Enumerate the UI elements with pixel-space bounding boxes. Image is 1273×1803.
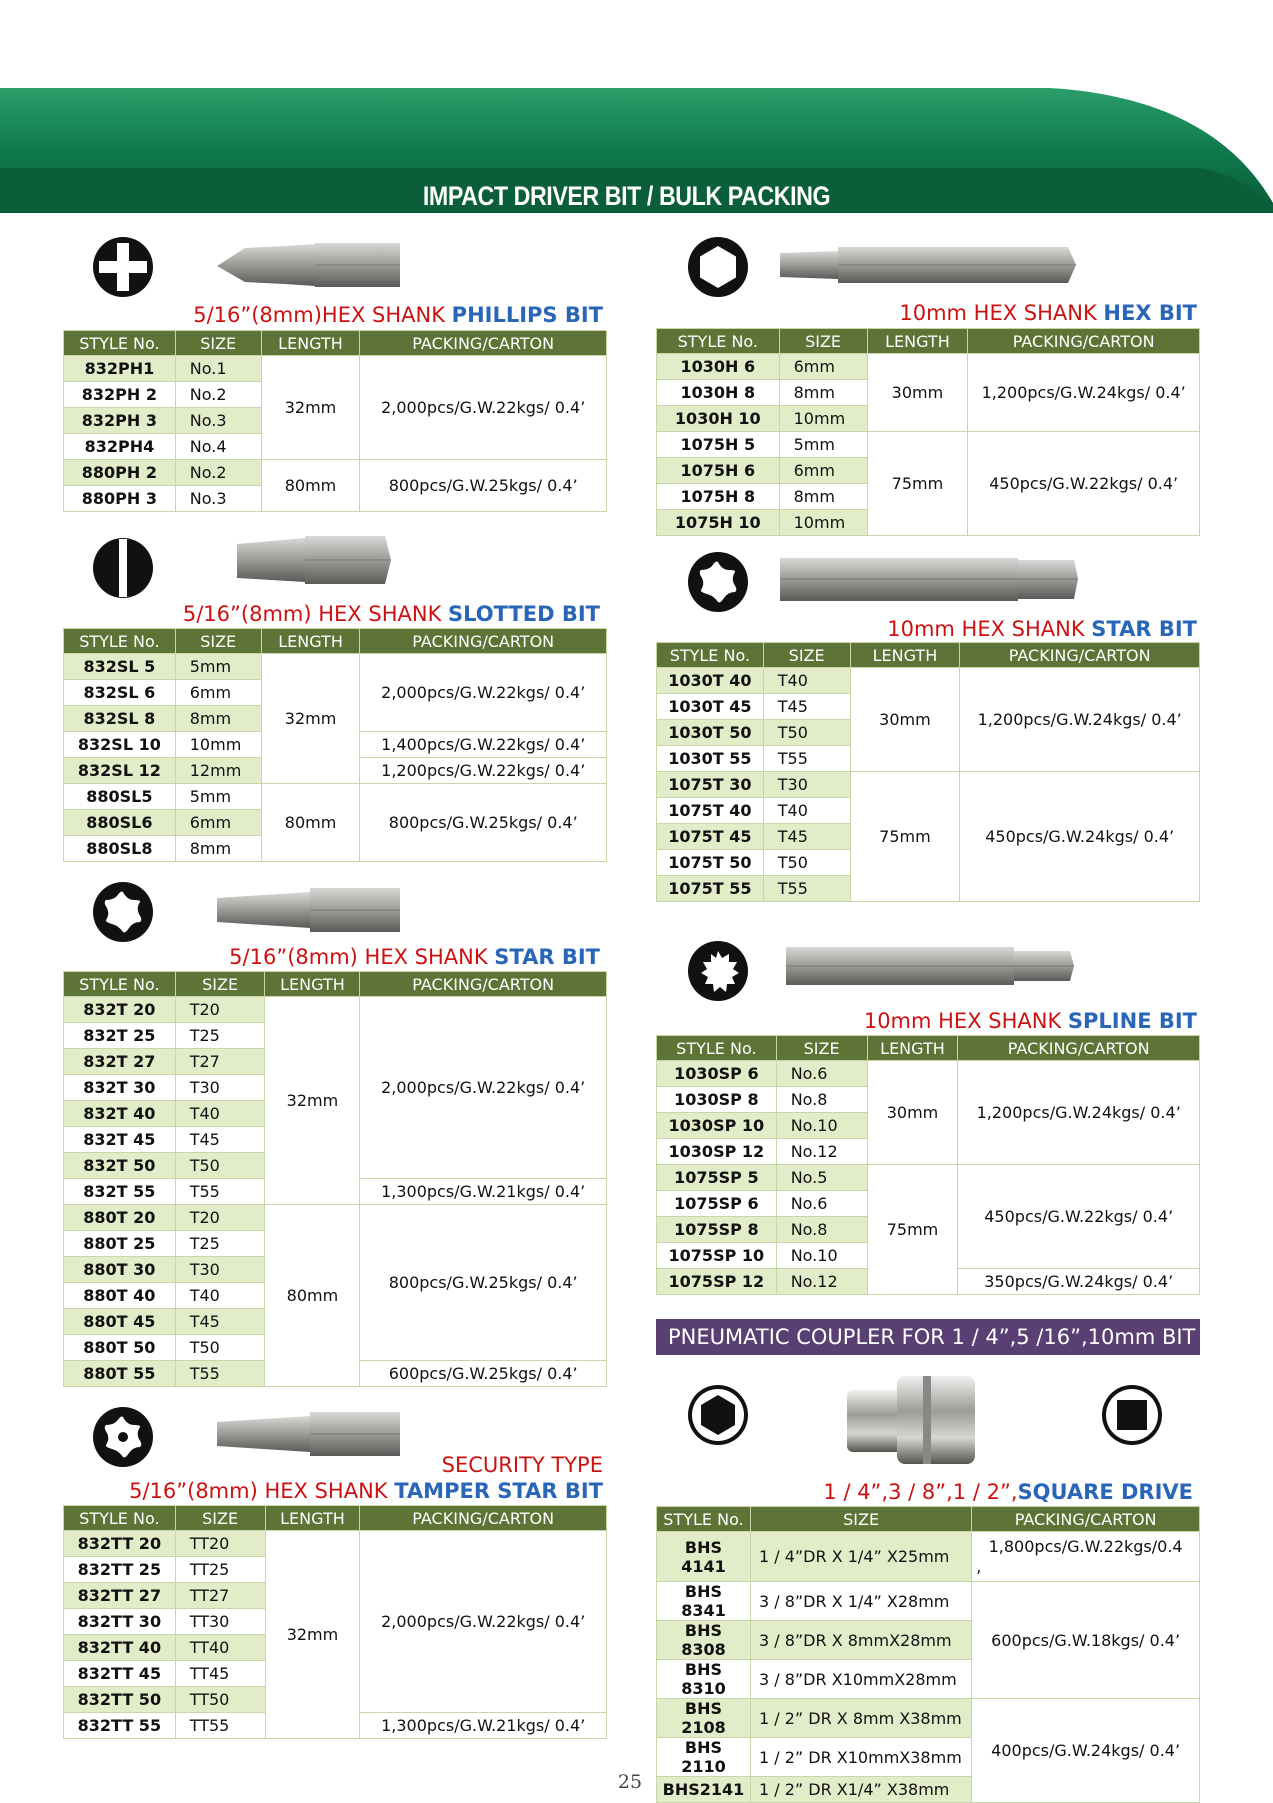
table-cell: 1030SP 8 — [657, 1087, 777, 1113]
table-cell: 832TT 50 — [64, 1687, 176, 1713]
table-cell: 832T 45 — [64, 1127, 176, 1153]
table-cell: 32mm — [261, 654, 360, 784]
table-cell: SIZE — [776, 1036, 867, 1061]
table-cell: No.10 — [776, 1243, 867, 1269]
table-cell: STYLE No. — [64, 331, 176, 356]
table-cell: 1,200pcs/G.W.22kgs/ 0.4’ — [360, 758, 607, 784]
page-title: IMPACT DRIVER BIT / BULK PACKING — [422, 181, 831, 211]
slotted-icon — [91, 536, 155, 600]
table-row — [657, 432, 1200, 458]
table-cell: 10mm — [779, 510, 867, 536]
table-cell: 880T 30 — [64, 1257, 176, 1283]
table-cell: BHS 8308 — [657, 1621, 751, 1660]
table-cell: 5mm — [175, 654, 261, 680]
table-cell: No.6 — [776, 1191, 867, 1217]
table-cell: No.12 — [776, 1269, 867, 1295]
table-cell: 12mm — [175, 758, 261, 784]
table-cell: PACKING/CARTON — [972, 1507, 1200, 1532]
title-text: SPLINE BIT — [1067, 1009, 1197, 1033]
table-cell: 832TT 25 — [64, 1557, 176, 1583]
table-cell: STYLE No. — [64, 629, 176, 654]
table-cell: T40 — [175, 1101, 265, 1127]
table-cell: 832T 30 — [64, 1075, 176, 1101]
table-cell: 80mm — [265, 1205, 360, 1387]
table-cell: No.3 — [175, 408, 261, 434]
table-cell: 8mm — [779, 484, 867, 510]
tamper-table — [63, 1505, 607, 1739]
table-cell: 450pcs/G.W.24kgs/ 0.4’ — [960, 772, 1200, 902]
table-cell: BHS 8310 — [657, 1660, 751, 1699]
table-cell: 1,200pcs/G.W.24kgs/ 0.4’ — [960, 668, 1200, 772]
table-cell: 880T 25 — [64, 1231, 176, 1257]
table-row — [657, 354, 1200, 380]
table-cell: 75mm — [867, 432, 968, 536]
hex10-table — [656, 328, 1200, 536]
table-cell: SIZE — [175, 972, 265, 997]
table-cell: 832TT 30 — [64, 1609, 176, 1635]
table-cell: 832T 50 — [64, 1153, 176, 1179]
table-cell: 832T 27 — [64, 1049, 176, 1075]
table-cell: SIZE — [175, 1506, 265, 1531]
table-cell: 1075SP 12 — [657, 1269, 777, 1295]
table-cell: 832SL 8 — [64, 706, 176, 732]
table-row — [64, 784, 607, 810]
table-cell: T45 — [763, 694, 850, 720]
table-row — [64, 654, 607, 680]
table-cell: PACKING/CARTON — [968, 329, 1200, 354]
table-row — [657, 1532, 1200, 1582]
table-row — [657, 1699, 1200, 1738]
table-cell: No.2 — [175, 382, 261, 408]
table-cell: 400pcs/G.W.24kgs/ 0.4’ — [972, 1699, 1200, 1803]
table-cell: TT27 — [175, 1583, 265, 1609]
table-cell: 10mm — [175, 732, 261, 758]
table-cell: 1030SP 6 — [657, 1061, 777, 1087]
table-cell: LENGTH — [261, 331, 360, 356]
table-cell: 80mm — [261, 784, 360, 862]
title-text: SQUARE DRIVE — [1017, 1480, 1193, 1504]
table-cell: 3 / 8”DR X 1/4” X28mm — [750, 1582, 971, 1621]
table-cell: STYLE No. — [657, 643, 764, 668]
table-cell: 832PH 3 — [64, 408, 176, 434]
table-cell: 832SL 12 — [64, 758, 176, 784]
title-text: STAR BIT — [1091, 617, 1197, 641]
table-cell: 880PH 2 — [64, 460, 176, 486]
table-cell: 1 / 2” DR X1/4” X38mm — [750, 1777, 971, 1803]
table-cell: T40 — [763, 798, 850, 824]
title-text: 5/16”(8mm) HEX SHANK — [229, 945, 495, 969]
table-cell: BHS 8341 — [657, 1582, 751, 1621]
star10-table — [656, 642, 1200, 902]
table-row — [64, 997, 607, 1023]
star-bit-image — [215, 886, 402, 934]
spline-bit-image — [784, 943, 1076, 989]
table-cell: 880SL6 — [64, 810, 176, 836]
table-cell: T30 — [763, 772, 850, 798]
table-cell: 1075T 40 — [657, 798, 764, 824]
table-cell: T50 — [763, 850, 850, 876]
table-cell: 832SL 6 — [64, 680, 176, 706]
table-cell: 6mm — [779, 354, 867, 380]
table-cell: No.6 — [776, 1061, 867, 1087]
table-cell: 1075H 6 — [657, 458, 780, 484]
table-row — [64, 356, 607, 382]
table-cell: STYLE No. — [657, 1036, 777, 1061]
table-row — [64, 1205, 607, 1231]
table-cell: 1 / 2” DR X10mmX38mm — [750, 1738, 971, 1777]
table-cell: T50 — [175, 1153, 265, 1179]
table-cell: PACKING/CARTON — [360, 1506, 607, 1531]
table-cell: BHS 2108 — [657, 1699, 751, 1738]
star10-bit-image — [778, 552, 1080, 607]
table-cell: 832TT 55 — [64, 1713, 176, 1739]
star-icon — [91, 880, 155, 944]
table-cell: 1075SP 5 — [657, 1165, 777, 1191]
table-cell: TT25 — [175, 1557, 265, 1583]
title-text: 10mm HEX SHANK — [887, 617, 1092, 641]
phillips-bit-image — [215, 240, 402, 290]
table-cell: T40 — [763, 668, 850, 694]
table-cell: LENGTH — [265, 1506, 360, 1531]
table-cell: 600pcs/G.W.18kgs/ 0.4’ — [972, 1582, 1200, 1699]
table-cell: 832T 55 — [64, 1179, 176, 1205]
table-cell: 1075T 45 — [657, 824, 764, 850]
table-cell: 1,300pcs/G.W.21kgs/ 0.4’ — [360, 1179, 607, 1205]
table-cell: 1,200pcs/G.W.24kgs/ 0.4’ — [958, 1061, 1200, 1165]
star10-title — [750, 616, 1197, 642]
table-cell: STYLE No. — [64, 1506, 176, 1531]
table-cell: 832T 20 — [64, 997, 176, 1023]
table-cell: 2,000pcs/G.W.22kgs/ 0.4’ — [360, 1531, 607, 1713]
table-cell: LENGTH — [265, 972, 360, 997]
page-number: 25 — [617, 1771, 643, 1793]
table-cell: 30mm — [850, 668, 960, 772]
table-cell: PACKING/CARTON — [360, 629, 607, 654]
table-cell: 1075T 50 — [657, 850, 764, 876]
phillips-title — [150, 302, 603, 328]
tamper-title — [100, 1478, 603, 1504]
table-cell: No.10 — [776, 1113, 867, 1139]
star10-icon — [686, 550, 750, 614]
table-cell: 3 / 8”DR X10mmX28mm — [750, 1660, 971, 1699]
title-text: 1 / 4”,3 / 8”,1 / 2”, — [823, 1480, 1018, 1504]
table-cell: 1,400pcs/G.W.22kgs/ 0.4’ — [360, 732, 607, 758]
table-cell: 800pcs/G.W.25kgs/ 0.4’ — [360, 460, 607, 512]
table-cell: 350pcs/G.W.24kgs/ 0.4’ — [958, 1269, 1200, 1295]
table-cell: No.2 — [175, 460, 261, 486]
table-cell: 1075H 5 — [657, 432, 780, 458]
table-row — [657, 772, 1200, 798]
table-cell: 1075H 8 — [657, 484, 780, 510]
table-cell: 800pcs/G.W.25kgs/ 0.4’ — [360, 784, 607, 862]
table-cell: 1030T 45 — [657, 694, 764, 720]
table-cell: 832TT 27 — [64, 1583, 176, 1609]
table-cell: T55 — [175, 1361, 265, 1387]
table-cell: 2,000pcs/G.W.22kgs/ 0.4’ — [360, 356, 607, 460]
table-header — [657, 1507, 1200, 1532]
table-cell: 1030H 10 — [657, 406, 780, 432]
table-cell: 8mm — [175, 836, 261, 862]
title-text: PHILLIPS BIT — [451, 303, 603, 327]
table-row — [657, 668, 1200, 694]
table-cell: 1075SP 8 — [657, 1217, 777, 1243]
hex10-title — [750, 300, 1197, 326]
table-cell: 5mm — [175, 784, 261, 810]
table-cell: 1,800pcs/G.W.22kgs/0.4 , — [972, 1532, 1200, 1582]
table-row — [657, 1165, 1200, 1191]
table-cell: 832T 25 — [64, 1023, 176, 1049]
tamper-star-icon — [91, 1405, 155, 1469]
table-cell: T55 — [175, 1179, 265, 1205]
table-cell: 832TT 20 — [64, 1531, 176, 1557]
table-cell: T25 — [175, 1023, 265, 1049]
table-header — [64, 972, 607, 997]
table-row — [657, 1061, 1200, 1087]
table-row — [657, 1582, 1200, 1621]
title-text: 5/16”(8mm) HEX SHANK — [129, 1479, 395, 1503]
table-cell: No.8 — [776, 1217, 867, 1243]
table-cell: 2,000pcs/G.W.22kgs/ 0.4’ — [360, 997, 607, 1179]
table-cell: 1 / 4”DR X 1/4” X25mm — [750, 1532, 971, 1582]
table-cell: 1030T 50 — [657, 720, 764, 746]
table-cell: 832TT 45 — [64, 1661, 176, 1687]
table-cell: T25 — [175, 1231, 265, 1257]
table-cell: BHS2141 — [657, 1777, 751, 1803]
coupler-image — [845, 1366, 978, 1468]
table-cell: 1030T 55 — [657, 746, 764, 772]
table-cell: 8mm — [779, 380, 867, 406]
title-text: 5/16”(8mm) HEX SHANK — [182, 602, 449, 626]
table-cell: T50 — [763, 720, 850, 746]
tamper-star-bit-image — [215, 1410, 402, 1458]
table-cell: BHS 2110 — [657, 1738, 751, 1777]
table-cell: T50 — [175, 1335, 265, 1361]
table-cell: 1,200pcs/G.W.24kgs/ 0.4’ — [968, 354, 1200, 432]
table-cell: 30mm — [867, 1061, 958, 1165]
table-cell: 1 / 2” DR X 8mm X38mm — [750, 1699, 971, 1738]
title-text: STAR BIT — [494, 945, 600, 969]
table-cell: 832PH4 — [64, 434, 176, 460]
table-cell: SIZE — [750, 1507, 971, 1532]
table-cell: 1075SP 10 — [657, 1243, 777, 1269]
table-cell: TT50 — [175, 1687, 265, 1713]
table-cell: SIZE — [175, 331, 261, 356]
table-cell: 880SL8 — [64, 836, 176, 862]
title-text: TAMPER STAR BIT — [394, 1479, 603, 1503]
table-cell: SIZE — [763, 643, 850, 668]
table-cell: LENGTH — [867, 329, 968, 354]
table-cell: No.4 — [175, 434, 261, 460]
table-cell: T30 — [175, 1257, 265, 1283]
table-cell: 1075T 55 — [657, 876, 764, 902]
table-cell: 6mm — [175, 810, 261, 836]
tamper-title-line1 — [150, 1452, 603, 1478]
title-text: 10mm HEX SHANK — [863, 1009, 1068, 1033]
spline10-table — [656, 1035, 1200, 1295]
table-cell: T45 — [175, 1309, 265, 1335]
table-cell: 450pcs/G.W.22kgs/ 0.4’ — [968, 432, 1200, 536]
table-cell: 1075T 30 — [657, 772, 764, 798]
table-cell: 2,000pcs/G.W.22kgs/ 0.4’ — [360, 654, 607, 732]
table-cell: 880PH 3 — [64, 486, 176, 512]
phillips-icon — [91, 235, 155, 299]
table-cell: 1030SP 10 — [657, 1113, 777, 1139]
table-cell: TT45 — [175, 1661, 265, 1687]
table-cell: T27 — [175, 1049, 265, 1075]
table-cell: PACKING/CARTON — [960, 643, 1200, 668]
table-cell: 832T 40 — [64, 1101, 176, 1127]
table-cell: BHS 4141 — [657, 1532, 751, 1582]
table-cell: T20 — [175, 997, 265, 1023]
hex-bit-image — [778, 243, 1078, 287]
table-cell: 32mm — [265, 997, 360, 1205]
star-title — [150, 944, 600, 970]
table-cell: 5mm — [779, 432, 867, 458]
table-cell: LENGTH — [850, 643, 960, 668]
phillips-table — [63, 330, 607, 512]
slotted-title — [150, 601, 600, 627]
table-cell: 832SL 10 — [64, 732, 176, 758]
table-cell: 880T 55 — [64, 1361, 176, 1387]
table-cell: T40 — [175, 1283, 265, 1309]
table-cell: No.5 — [776, 1165, 867, 1191]
table-cell: 832TT 40 — [64, 1635, 176, 1661]
coupler-banner: PNEUMATIC COUPLER FOR 1 / 4”,5 /16”,10mm BIT — [656, 1319, 1200, 1355]
table-cell: 450pcs/G.W.22kgs/ 0.4’ — [958, 1165, 1200, 1269]
table-cell: STYLE No. — [657, 1507, 751, 1532]
table-cell: SIZE — [779, 329, 867, 354]
table-cell: T20 — [175, 1205, 265, 1231]
slotted-table — [63, 628, 607, 862]
table-row — [64, 460, 607, 486]
table-cell: 800pcs/G.W.25kgs/ 0.4’ — [360, 1205, 607, 1361]
table-cell: STYLE No. — [657, 329, 780, 354]
table-header — [64, 629, 607, 654]
table-cell: TT55 — [175, 1713, 265, 1739]
table-cell: No.3 — [175, 486, 261, 512]
table-cell: 1,300pcs/G.W.21kgs/ 0.4’ — [360, 1713, 607, 1739]
table-cell: 880T 40 — [64, 1283, 176, 1309]
title-text: 5/16”(8mm)HEX SHANK — [193, 303, 452, 327]
table-cell: 832PH1 — [64, 356, 176, 382]
table-cell: SIZE — [175, 629, 261, 654]
table-cell: 832SL 5 — [64, 654, 176, 680]
table-cell: 832PH 2 — [64, 382, 176, 408]
table-header — [64, 1506, 607, 1531]
table-cell: 880T 45 — [64, 1309, 176, 1335]
table-cell: 1075SP 6 — [657, 1191, 777, 1217]
table-cell: 1030H 8 — [657, 380, 780, 406]
table-cell: T45 — [175, 1127, 265, 1153]
table-cell: TT30 — [175, 1609, 265, 1635]
title-text: SECURITY TYPE — [441, 1453, 603, 1477]
hex-socket-icon — [686, 1383, 750, 1447]
table-cell: T55 — [763, 876, 850, 902]
table-row — [64, 1531, 607, 1557]
table-cell: PACKING/CARTON — [958, 1036, 1200, 1061]
slotted-bit-image — [235, 530, 393, 590]
table-cell: No.8 — [776, 1087, 867, 1113]
table-cell: 3 / 8”DR X 8mmX28mm — [750, 1621, 971, 1660]
spline-icon — [686, 939, 750, 1003]
table-cell: 75mm — [850, 772, 960, 902]
table-cell: 8mm — [175, 706, 261, 732]
table-cell: 30mm — [867, 354, 968, 432]
table-cell: PACKING/CARTON — [360, 972, 607, 997]
hex-icon — [686, 235, 750, 299]
table-cell: 1075H 10 — [657, 510, 780, 536]
table-header — [64, 331, 607, 356]
table-cell: LENGTH — [867, 1036, 958, 1061]
title-text: SLOTTED BIT — [448, 602, 600, 626]
table-cell: 1030SP 12 — [657, 1139, 777, 1165]
table-cell: LENGTH — [261, 629, 360, 654]
table-header — [657, 1036, 1200, 1061]
coupler-title — [750, 1479, 1193, 1505]
table-cell: 880T 20 — [64, 1205, 176, 1231]
table-cell: STYLE No. — [64, 972, 176, 997]
table-cell: 75mm — [867, 1165, 958, 1295]
table-cell: 6mm — [779, 458, 867, 484]
coupler-table — [656, 1506, 1200, 1803]
table-cell: T30 — [175, 1075, 265, 1101]
table-cell: T55 — [763, 746, 850, 772]
table-cell: 6mm — [175, 680, 261, 706]
table-cell: 80mm — [261, 460, 360, 512]
table-cell: PACKING/CARTON — [360, 331, 607, 356]
table-cell: TT20 — [175, 1531, 265, 1557]
table-cell: No.1 — [175, 356, 261, 382]
table-cell: 1030H 6 — [657, 354, 780, 380]
table-cell: 32mm — [265, 1531, 360, 1739]
spline10-title — [750, 1008, 1197, 1034]
table-cell: 880SL5 — [64, 784, 176, 810]
table-cell: 1030T 40 — [657, 668, 764, 694]
title-text: HEX BIT — [1103, 301, 1197, 325]
table-cell: T45 — [763, 824, 850, 850]
table-cell: No.12 — [776, 1139, 867, 1165]
table-cell: 32mm — [261, 356, 360, 460]
table-cell: 600pcs/G.W.25kgs/ 0.4’ — [360, 1361, 607, 1387]
table-header — [657, 329, 1200, 354]
table-header — [657, 643, 1200, 668]
title-text: 10mm HEX SHANK — [899, 301, 1104, 325]
table-cell: TT40 — [175, 1635, 265, 1661]
square-drive-icon — [1100, 1383, 1164, 1447]
table-cell: 10mm — [779, 406, 867, 432]
star-table — [63, 971, 607, 1387]
table-cell: 880T 50 — [64, 1335, 176, 1361]
